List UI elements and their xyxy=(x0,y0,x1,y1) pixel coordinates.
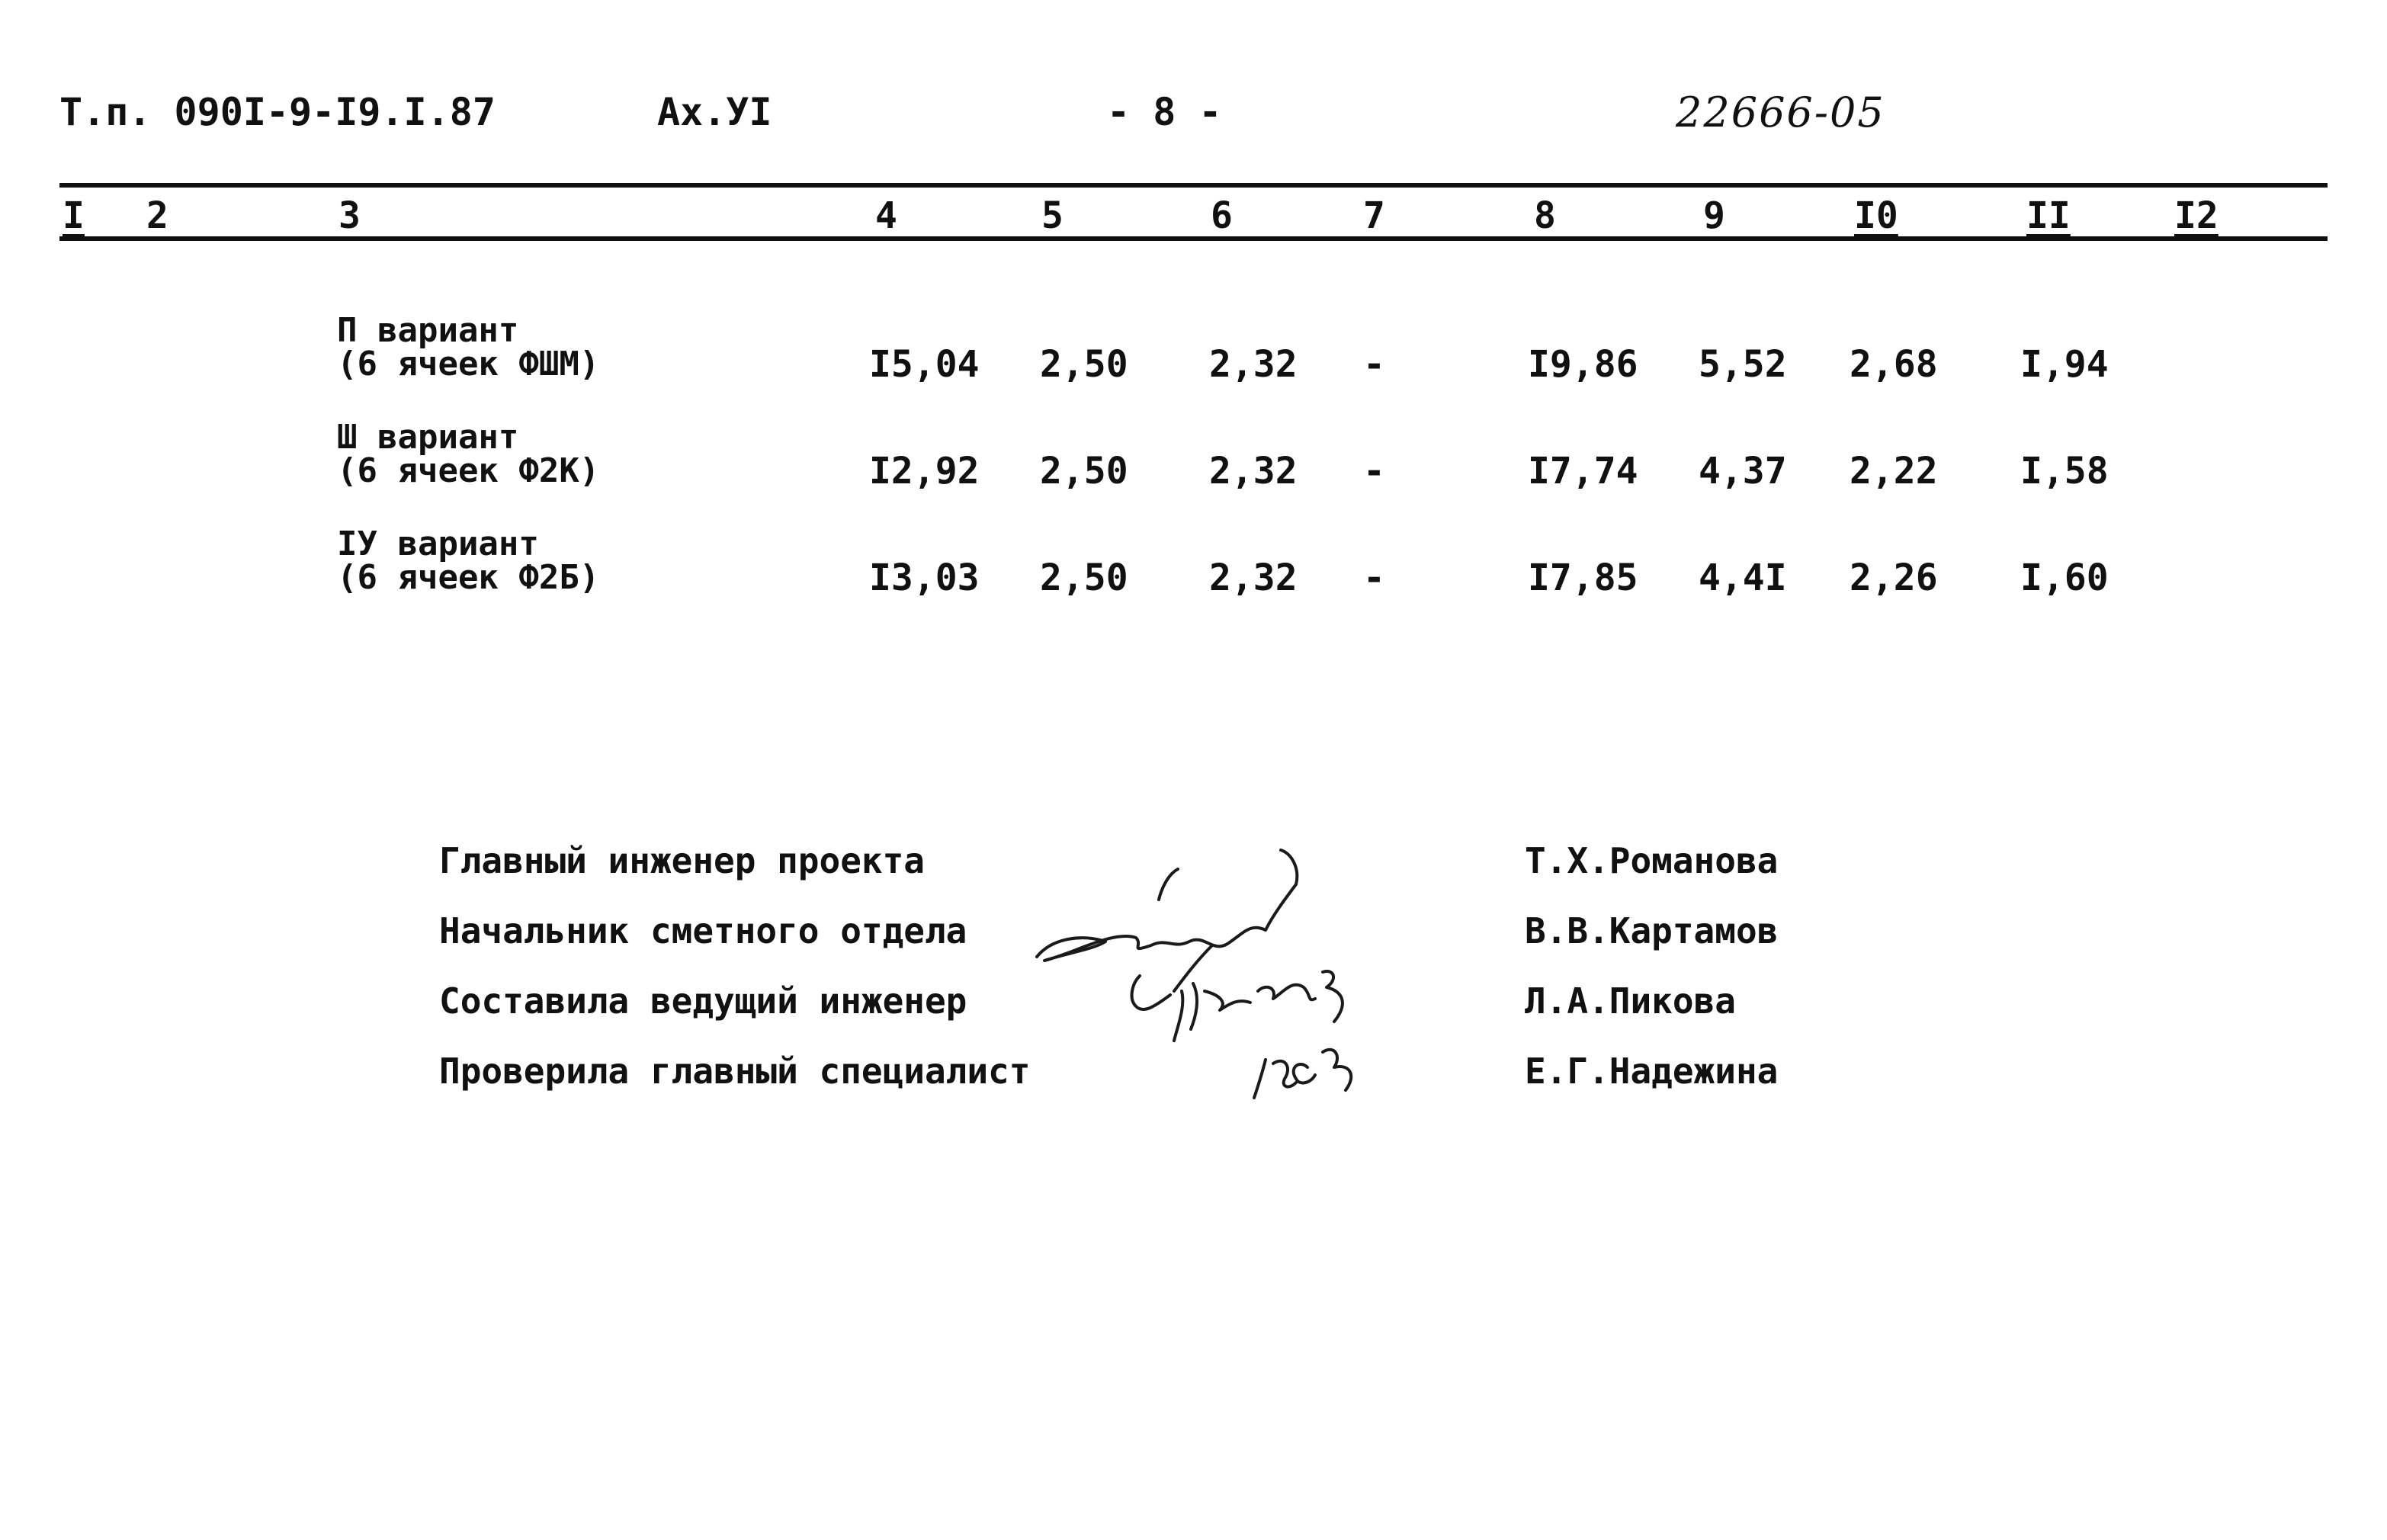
handwritten-signatures xyxy=(1022,839,1418,1113)
variant-label: IУ вариант xyxy=(337,525,539,563)
column-number: 2 xyxy=(146,194,168,237)
table-cell: I3,03 xyxy=(869,557,980,599)
variant-cells: (6 ячеек Ф2К) xyxy=(337,451,600,490)
column-number: 8 xyxy=(1534,194,1556,237)
column-number: 5 xyxy=(1041,194,1064,237)
column-number: I2 xyxy=(2174,194,2219,237)
column-number: 4 xyxy=(875,194,897,237)
table-cell: I7,74 xyxy=(1528,450,1638,492)
signature-name: Т.Х.Романова xyxy=(1525,840,1779,881)
table-cell: - xyxy=(1363,557,1385,599)
signature-name: В.В.Картамов xyxy=(1525,910,1779,951)
page-number: - 8 - xyxy=(1107,90,1222,134)
signature-stroke xyxy=(1132,976,1170,1009)
table-cell: I7,85 xyxy=(1528,557,1638,599)
column-number: I xyxy=(63,194,85,237)
column-number: II xyxy=(2026,194,2071,237)
table-top-rule xyxy=(59,183,2328,188)
table-cell: 2,68 xyxy=(1850,343,1938,386)
table-cell: - xyxy=(1363,343,1385,386)
signature-stroke xyxy=(1254,1050,1351,1098)
table-cell: - xyxy=(1363,450,1385,492)
table-cell: 2,22 xyxy=(1850,450,1938,492)
table-cell: I,58 xyxy=(2020,450,2109,492)
table-cell: I2,92 xyxy=(869,450,980,492)
table-cell: 2,26 xyxy=(1850,557,1938,599)
variant-label: П вариант xyxy=(337,311,519,350)
signature-stroke xyxy=(1037,850,1297,961)
variant-cells: (6 ячеек Ф2Б) xyxy=(337,558,600,597)
table-cell: 2,50 xyxy=(1040,343,1128,386)
table-cell: 2,50 xyxy=(1040,557,1128,599)
table-cell: 2,32 xyxy=(1209,450,1298,492)
signature-role: Начальник сметного отдела xyxy=(439,910,967,951)
table-cell: I5,04 xyxy=(869,343,980,386)
table-cell: I,94 xyxy=(2020,343,2109,386)
column-number: 9 xyxy=(1703,194,1725,237)
table-cell: 2,32 xyxy=(1209,557,1298,599)
column-number: 6 xyxy=(1211,194,1233,237)
table-cell: 2,32 xyxy=(1209,343,1298,386)
table-cell: 4,4I xyxy=(1699,557,1787,599)
column-number: I0 xyxy=(1854,194,1898,237)
table-cell: 2,50 xyxy=(1040,450,1128,492)
album-code: Ах.УI xyxy=(657,90,772,134)
signature-role: Проверила главный специалист xyxy=(439,1051,1031,1092)
signature-role: Составила ведущий инженер xyxy=(439,980,967,1022)
table-header-bottom-rule xyxy=(59,236,2328,241)
table-cell: 5,52 xyxy=(1699,343,1787,386)
column-number: 7 xyxy=(1363,194,1385,237)
variant-cells: (6 ячеек ФШМ) xyxy=(337,345,600,383)
document-number: 22666-05 xyxy=(1676,88,1885,136)
signature-stroke xyxy=(1159,869,1178,900)
table-cell: 4,37 xyxy=(1699,450,1787,492)
signature-role: Главный инженер проекта xyxy=(439,840,925,881)
column-number: 3 xyxy=(338,194,361,237)
table-cell: I9,86 xyxy=(1528,343,1638,386)
table-cell: I,60 xyxy=(2020,557,2109,599)
series-code: Т.п. 090I-9-I9.I.87 xyxy=(59,90,496,134)
signature-name: Л.А.Пикова xyxy=(1525,980,1736,1022)
signature-stroke xyxy=(1174,971,1343,1041)
signature-name: Е.Г.Надежина xyxy=(1525,1051,1779,1092)
variant-label: Ш вариант xyxy=(337,418,519,457)
